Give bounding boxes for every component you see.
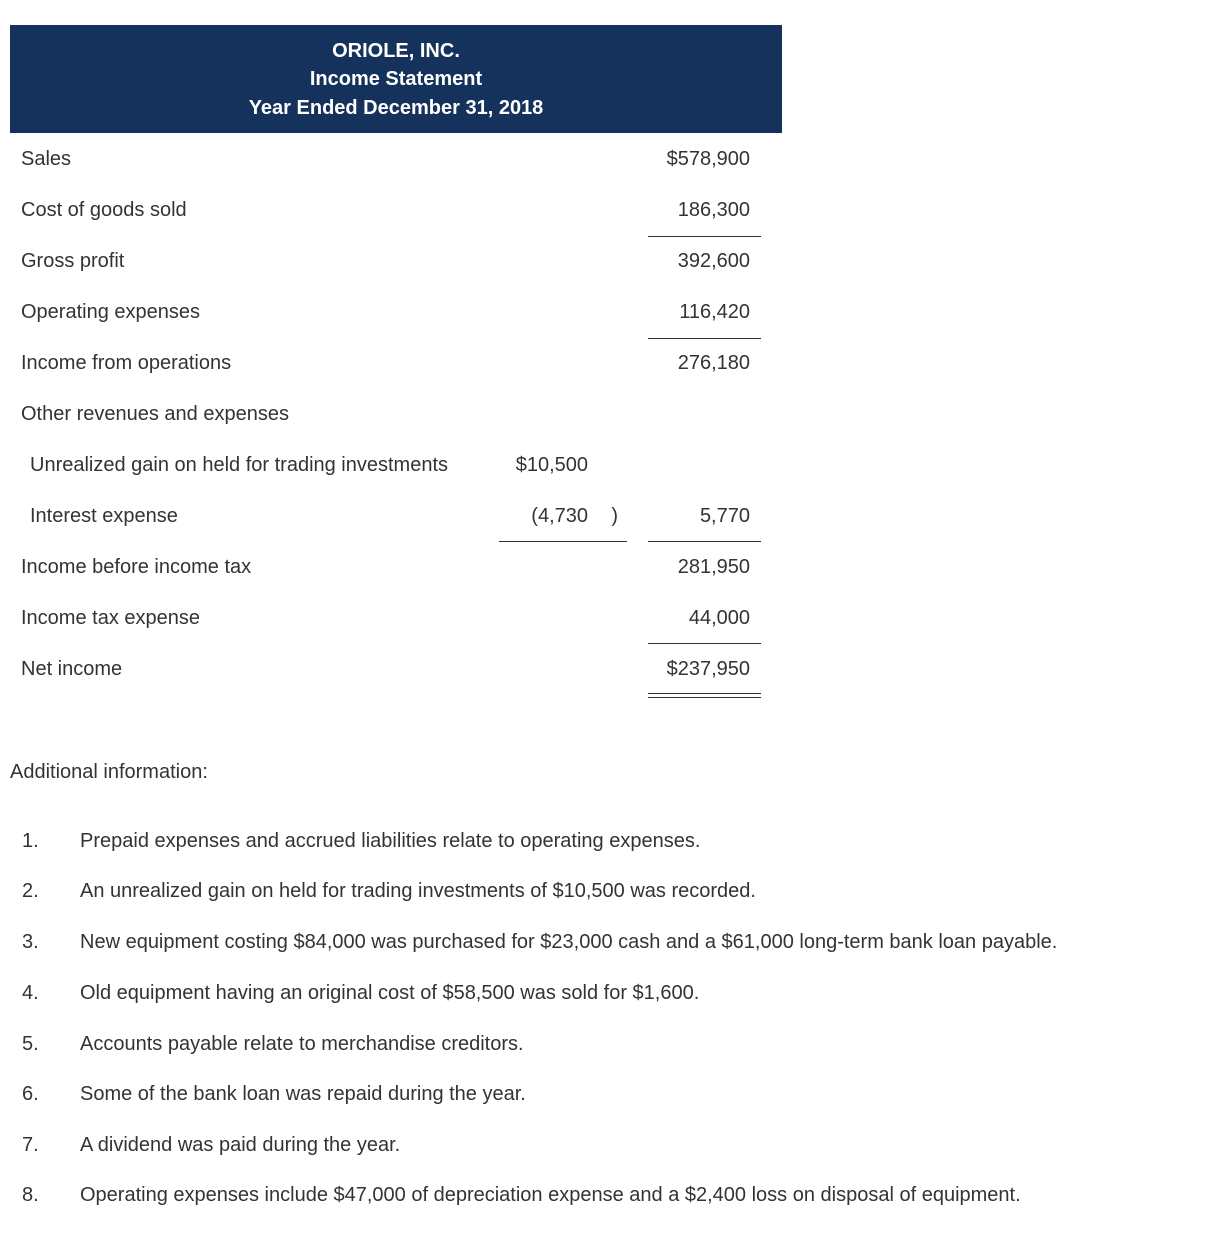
statement-period: Year Ended December 31, 2018 bbox=[248, 97, 544, 119]
row-sales bbox=[0, 134, 1228, 185]
row-label: Unrealized gain on held for trading investments bbox=[30, 454, 449, 476]
row-amount: $237,950 bbox=[666, 658, 750, 680]
statement-title: Income Statement bbox=[309, 68, 483, 90]
item-number: 6. bbox=[22, 1083, 39, 1105]
row-amount: 5,770 bbox=[699, 505, 750, 527]
item-text: Accounts payable relate to merchandise creditors. bbox=[80, 1033, 524, 1055]
row-label: Income before income tax bbox=[21, 556, 252, 578]
item-number: 7. bbox=[22, 1134, 39, 1156]
list-item bbox=[0, 1120, 1228, 1170]
list-item bbox=[0, 1019, 1228, 1069]
item-number: 5. bbox=[22, 1033, 39, 1055]
row-label: Operating expenses bbox=[21, 301, 201, 323]
item-number: 2. bbox=[22, 880, 39, 902]
additional-info-title: Additional information: bbox=[10, 761, 208, 783]
item-number: 3. bbox=[22, 931, 39, 953]
item-text: Some of the bank loan was repaid during the year. bbox=[80, 1083, 526, 1105]
row-amount: 116,420 bbox=[679, 301, 750, 323]
row-amount: 44,000 bbox=[688, 607, 750, 629]
statement-header bbox=[10, 25, 782, 133]
closing-paren: ) bbox=[611, 505, 618, 527]
list-item bbox=[0, 968, 1228, 1018]
item-text: Prepaid expenses and accrued liabilities relate to operating expenses. bbox=[80, 830, 701, 852]
item-text: A dividend was paid during the year. bbox=[80, 1134, 401, 1156]
row-label: Income from operations bbox=[21, 352, 232, 374]
row-amount: 186,300 bbox=[677, 199, 750, 221]
row-income-tax-expense bbox=[0, 593, 1228, 644]
list-item bbox=[0, 1069, 1228, 1119]
row-label: Interest expense bbox=[30, 505, 178, 527]
list-item bbox=[0, 866, 1228, 916]
item-text: Operating expenses include $47,000 of depreciation expense and a $2,400 loss on disposal of equipment. bbox=[80, 1184, 1021, 1206]
row-interest-expense bbox=[0, 491, 1228, 542]
item-number: 1. bbox=[22, 830, 39, 852]
row-label: Net income bbox=[21, 658, 123, 680]
item-text: Old equipment having an original cost of $58,500 was sold for $1,600. bbox=[80, 982, 700, 1004]
row-label: Sales bbox=[21, 148, 72, 170]
company-name: ORIOLE, INC. bbox=[332, 40, 460, 62]
row-cost-of-goods-sold bbox=[0, 185, 1228, 236]
item-number: 8. bbox=[22, 1184, 39, 1206]
row-net-income bbox=[0, 644, 1228, 695]
row-amount: 392,600 bbox=[677, 250, 750, 272]
row-income-before-tax bbox=[0, 542, 1228, 593]
row-label: Gross profit bbox=[21, 250, 125, 272]
row-label: Other revenues and expenses bbox=[21, 403, 289, 425]
double-underline bbox=[648, 693, 761, 698]
row-other-revenues-expenses bbox=[0, 389, 1228, 440]
row-amount: 281,950 bbox=[677, 556, 750, 578]
item-text: New equipment costing $84,000 was purchased for $23,000 cash and a $61,000 long-term bank loan payable. bbox=[80, 931, 1058, 953]
row-amount: $578,900 bbox=[666, 148, 750, 170]
row-label: Cost of goods sold bbox=[21, 199, 187, 221]
row-label: Income tax expense bbox=[21, 607, 200, 629]
item-number: 4. bbox=[22, 982, 39, 1004]
row-amount-inner: (4,730 bbox=[531, 505, 588, 527]
row-gross-profit bbox=[0, 236, 1228, 287]
row-amount: 276,180 bbox=[677, 352, 750, 374]
list-item bbox=[0, 816, 1228, 866]
item-text: An unrealized gain on held for trading investments of $10,500 was recorded. bbox=[80, 880, 756, 902]
row-income-from-operations bbox=[0, 338, 1228, 389]
list-item bbox=[0, 1170, 1228, 1220]
row-operating-expenses bbox=[0, 287, 1228, 338]
list-item bbox=[0, 917, 1228, 967]
row-amount-inner: $10,500 bbox=[515, 454, 588, 476]
row-unrealized-gain bbox=[0, 440, 1228, 491]
